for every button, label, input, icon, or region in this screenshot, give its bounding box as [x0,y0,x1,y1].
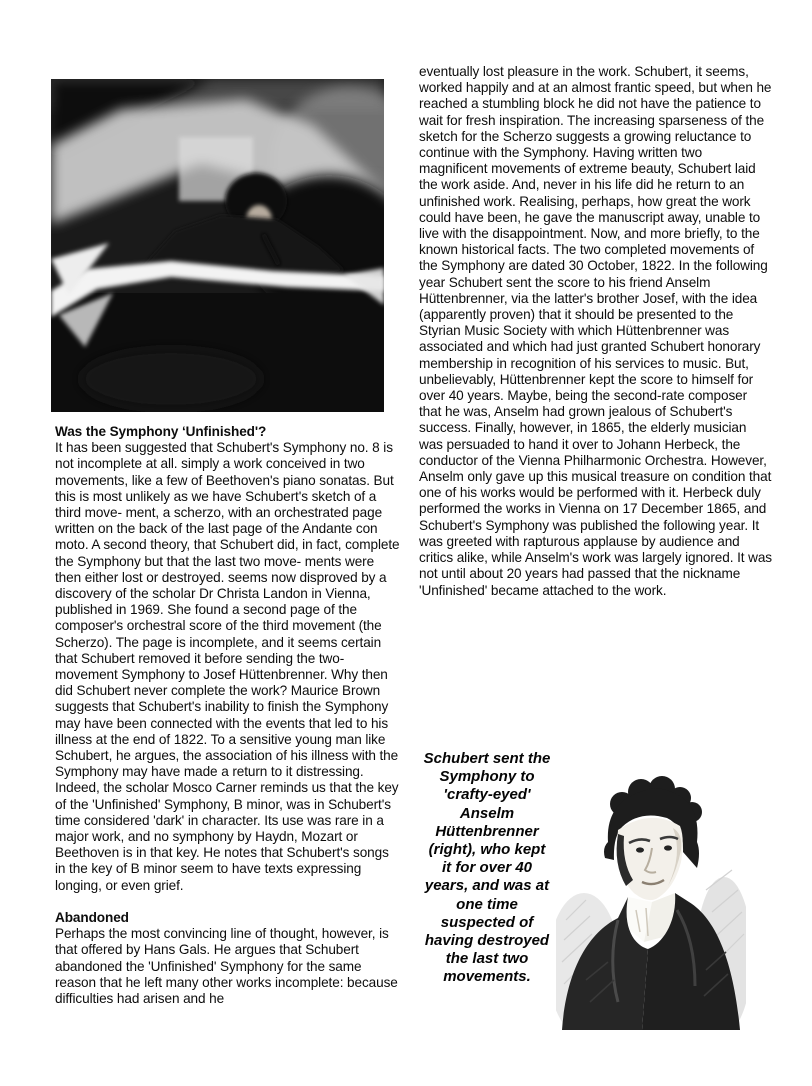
schubert-writing-photo [51,79,384,412]
photo-caption: Schubert sent the Symphony to 'crafty-eyed' Anselm Hüttenbrenner (right), who kept it for over 40 years, and was at one time suspected of having destroyed the last two movements. [423,750,551,986]
right-column [419,64,772,599]
section-body-unfinished: It has been suggested that Schubert's Symphony no. 8 is not incomplete at all. simply a work conceived in two movements, like a few of Beethoven's piano sonatas. But this is most unlikely as we have Schubert's sketch of a third move- ment, a scherzo, with an orchestrated page written on the back of the last page of the Andante con moto. A second theory, that Schubert did, in fact, complete the Symphony but that the last two move- ments were then either lost or destroyed. seems now disproved by a discovery of the scholar Dr Christa Landon in Vienna, published in 1969. She found a second page of the composer's orchestral score of the third movement (the Scherzo). The page is incomplete, and it seems certain that Schubert removed it before sending the two-movement Symphony to Josef Hüttenbrenner. Why then did Schubert never complete the work? Maurice Brown suggests that Schubert's inability to finish the Symphony may have been connected with the events that led to his illness at the end of 1822. To a sensitive young man like Schubert, he argues, the association of his illness with the Symphony may have made a return to it distressing. Indeed, the scholar Mosco Carner reminds us that the key of the 'Unfinished' Symphony, B minor, was in Schubert's time considered 'dark' in character. Its use was rare in a major work, and no symphony by Haydn, Mozart or Beethoven is in that key. He notes that Schubert's songs in the key of B minor seem to have texts expressing longing, or even grief. [55,440,400,893]
left-column [55,424,401,1007]
schubert-writing-photo-svg [51,79,384,412]
huttenbrenner-portrait-svg [556,770,746,1030]
section-heading-unfinished: Was the Symphony ‘Unfinished'? [55,424,267,439]
huttenbrenner-portrait [556,770,746,1030]
section-heading-abandoned: Abandoned [55,910,129,926]
section-body-abandoned: Perhaps the most convincing line of thought, however, is that offered by Hans Gals. He argues that Schubert abandoned the 'Unfinished' Symphony for the same reason that he left many other works incomplete: because difficulties had arisen and he [55,926,398,1007]
right-column-body: eventually lost pleasure in the work. Schubert, it seems, worked happily and at an almost frantic speed, but when he reached a stumbling block he did not have the patience to wait for fresh inspiration. The increasing sparseness of the sketch for the Scherzo suggests a growing reluctance to continue with the Symphony. Having written two magnificent movements of extreme beauty, Schubert laid the work aside. And, never in his life did he return to an unfinished work. Realising, perhaps, how great the work could have been, he gave the manuscript away, unable to live with the disappointment. Now, and more briefly, to the known historical facts. The two completed movements of the Symphony are dated 30 October, 1822. In the following year Schubert sent the score to his friend Anselm Hüttenbrenner, via the latter's brother Josef, with the idea (apparently proven) that it should be presented to the Styrian Music Society with which Hüttenbrenner was associated and which had just granted Schubert honorary membership in recognition of his services to music. But, unbelievably, Hüttenbrenner kept the score to himself for over 40 years. Maybe, being the second-rate composer that he was, Anselm had grown jealous of Schubert's success. Finally, however, in 1865, the elderly musician was persuaded to hand it over to Johann Herbeck, the conductor of the Vienna Philharmonic Orchestra. However, Anselm only gave up this musical treasure on condition that one of his works would be performed with it. Herbeck duly performed the works in Vienna on 17 December 1865, and Schubert's Symphony was published the following year. It was greeted with rapturous applause by audience and critics alike, while Anselm's work was largely ignored. It was not until about 20 years had passed that the nickname 'Unfinished' became attached to the work. [419,64,772,598]
